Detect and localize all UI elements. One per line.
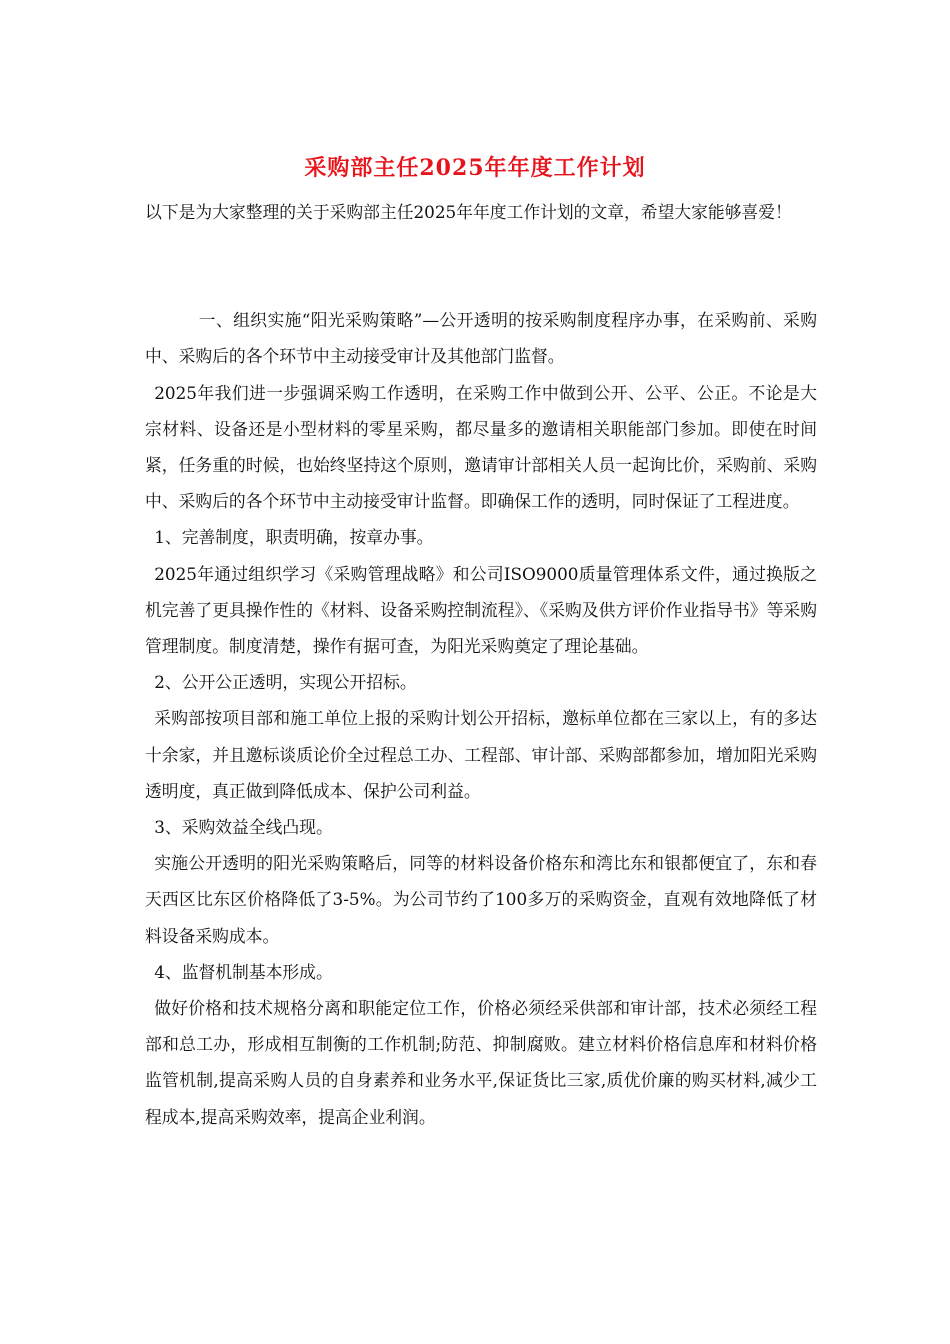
paragraph-spacer	[145, 230, 817, 302]
section-heading-1: 一、组织实施“阳光采购策略”—公开透明的按采购制度程序办事，在采购前、采购中、采购后的各个环节中主动接受审计及其他部门监督。	[145, 310, 817, 367]
intro-paragraph: 以下是为大家整理的关于采购部主任2025年年度工作计划的文章，希望大家能够喜爱！	[145, 202, 792, 222]
subheading-1: 1、完善制度，职责明确，按章办事。	[154, 527, 434, 548]
subheading-3: 3、采购效益全线凸现。	[154, 817, 333, 838]
document-body	[145, 194, 817, 1135]
subheading-2: 2、公开公正透明，实现公开招标。	[154, 672, 417, 693]
body-paragraph: 2025年我们进一步强调采购工作透明，在采购工作中做到公开、公平、公正。不论是大宗材料、设备还是小型材料的零星采购，都尽量多的邀请相关职能部门参加。即使在时间紧，任务重的时候，也始终坚持这个原则，邀请审计部相关人员一起询比价，采购前、采购中、采购后的各个环节中主动接受审计监督。即确保工作的透明，同时保证了工程进度。	[145, 382, 817, 512]
body-paragraph: 采购部按项目部和施工单位上报的采购计划公开招标，邀标单位都在三家以上，有的多达十余家，并且邀标谈质论价全过程总工办、工程部、审计部、采购部都参加，增加阳光采购透明度，真正做到降低成本、保护公司利益。	[145, 708, 817, 801]
subheading-4: 4、监督机制基本形成。	[154, 961, 333, 982]
document-title: 采购部主任2025年年度工作计划	[304, 155, 646, 181]
body-paragraph: 2025年通过组织学习《采购管理战略》和公司ISO9000质量管理体系文件，通过换版之机完善了更具操作性的《材料、设备采购控制流程》、《采购及供方评价作业指导书》等采购管理制度。制度清楚，操作有据可查，为阳光采购奠定了理论基础。	[145, 563, 817, 657]
body-paragraph: 做好价格和技术规格分离和职能定位工作，价格必须经采供部和审计部，技术必须经工程部和总工办，形成相互制衡的工作机制;防范、抑制腐败。建立材料价格信息库和材料价格监管机制,提高采购人员的自身素养和业务水平,保证货比三家,质优价廉的购买材料,减少工程成本,提高采购效率，提高企业利润。	[145, 998, 817, 1127]
body-paragraph: 实施公开透明的阳光采购策略后，同等的材料设备价格东和湾比东和银都便宜了，东和春天西区比东区价格降低了3-5%。为公司节约了100多万的采购资金，直观有效地降低了材料设备采购成本。	[145, 853, 817, 946]
